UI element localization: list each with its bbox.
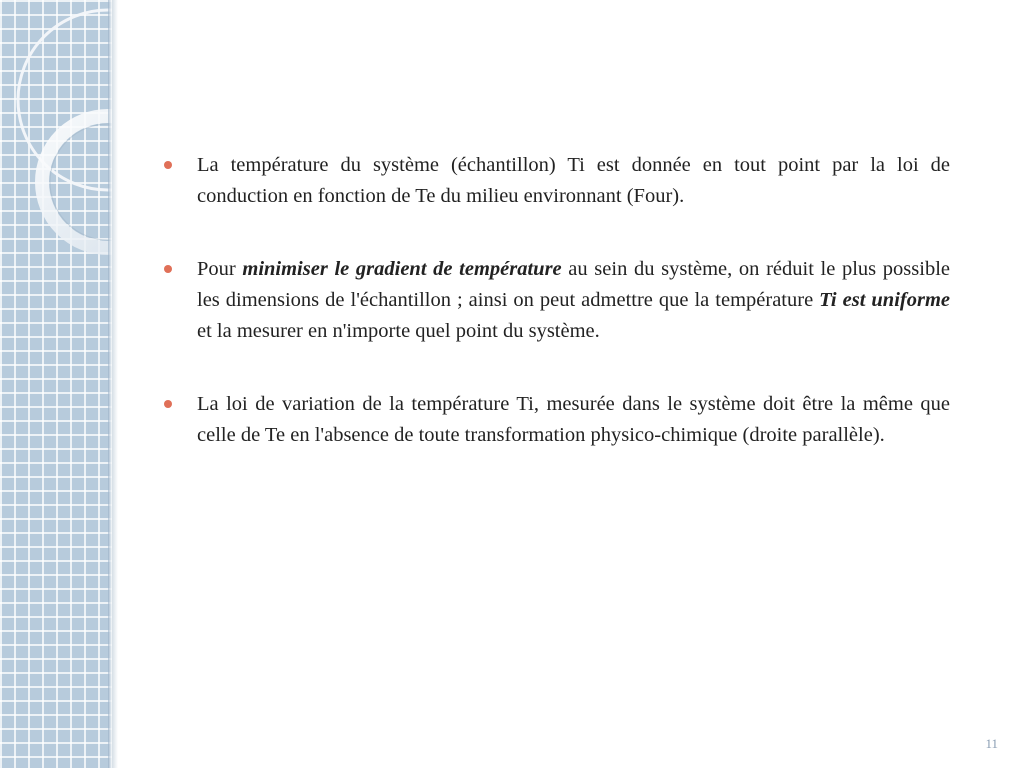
bullet-item-2 xyxy=(164,254,950,347)
bullet-text-part1: Pour xyxy=(197,258,243,280)
bullet-text-part2: au sein du système, on réduit le plus possible les dimensions de l'échantillon ; ainsi on peut admettre que la température xyxy=(197,258,950,311)
bullet-text: La température du système (échantillon) Ti est donnée en tout point par la loi de conduction en fonction de Te du milieu environnant (Four). xyxy=(197,154,950,207)
bullet-dot-icon xyxy=(164,400,172,408)
bullet-dot-icon xyxy=(164,265,172,273)
emphasis-uniform: Ti est uniforme xyxy=(819,289,950,311)
panel-edge-shadow xyxy=(112,0,118,768)
bullet-dot-icon xyxy=(164,161,172,169)
bullet-item-3 xyxy=(164,389,950,451)
bullet-item-1 xyxy=(164,150,950,212)
bullet-text-part3: et la mesurer en n'importe quel point du système. xyxy=(197,320,600,342)
page-number: 11 xyxy=(985,736,998,751)
side-grid-panel xyxy=(0,0,112,768)
emphasis-gradient: minimiser le gradient de température xyxy=(242,258,562,280)
slide-body xyxy=(164,150,950,493)
bullet-text: La loi de variation de la température Ti, mesurée dans le système doit être la même que celle de Te en l'absence de toute transformation physico-chimique (droite parallèle). xyxy=(197,393,950,446)
decorative-circles-icon xyxy=(0,0,112,768)
